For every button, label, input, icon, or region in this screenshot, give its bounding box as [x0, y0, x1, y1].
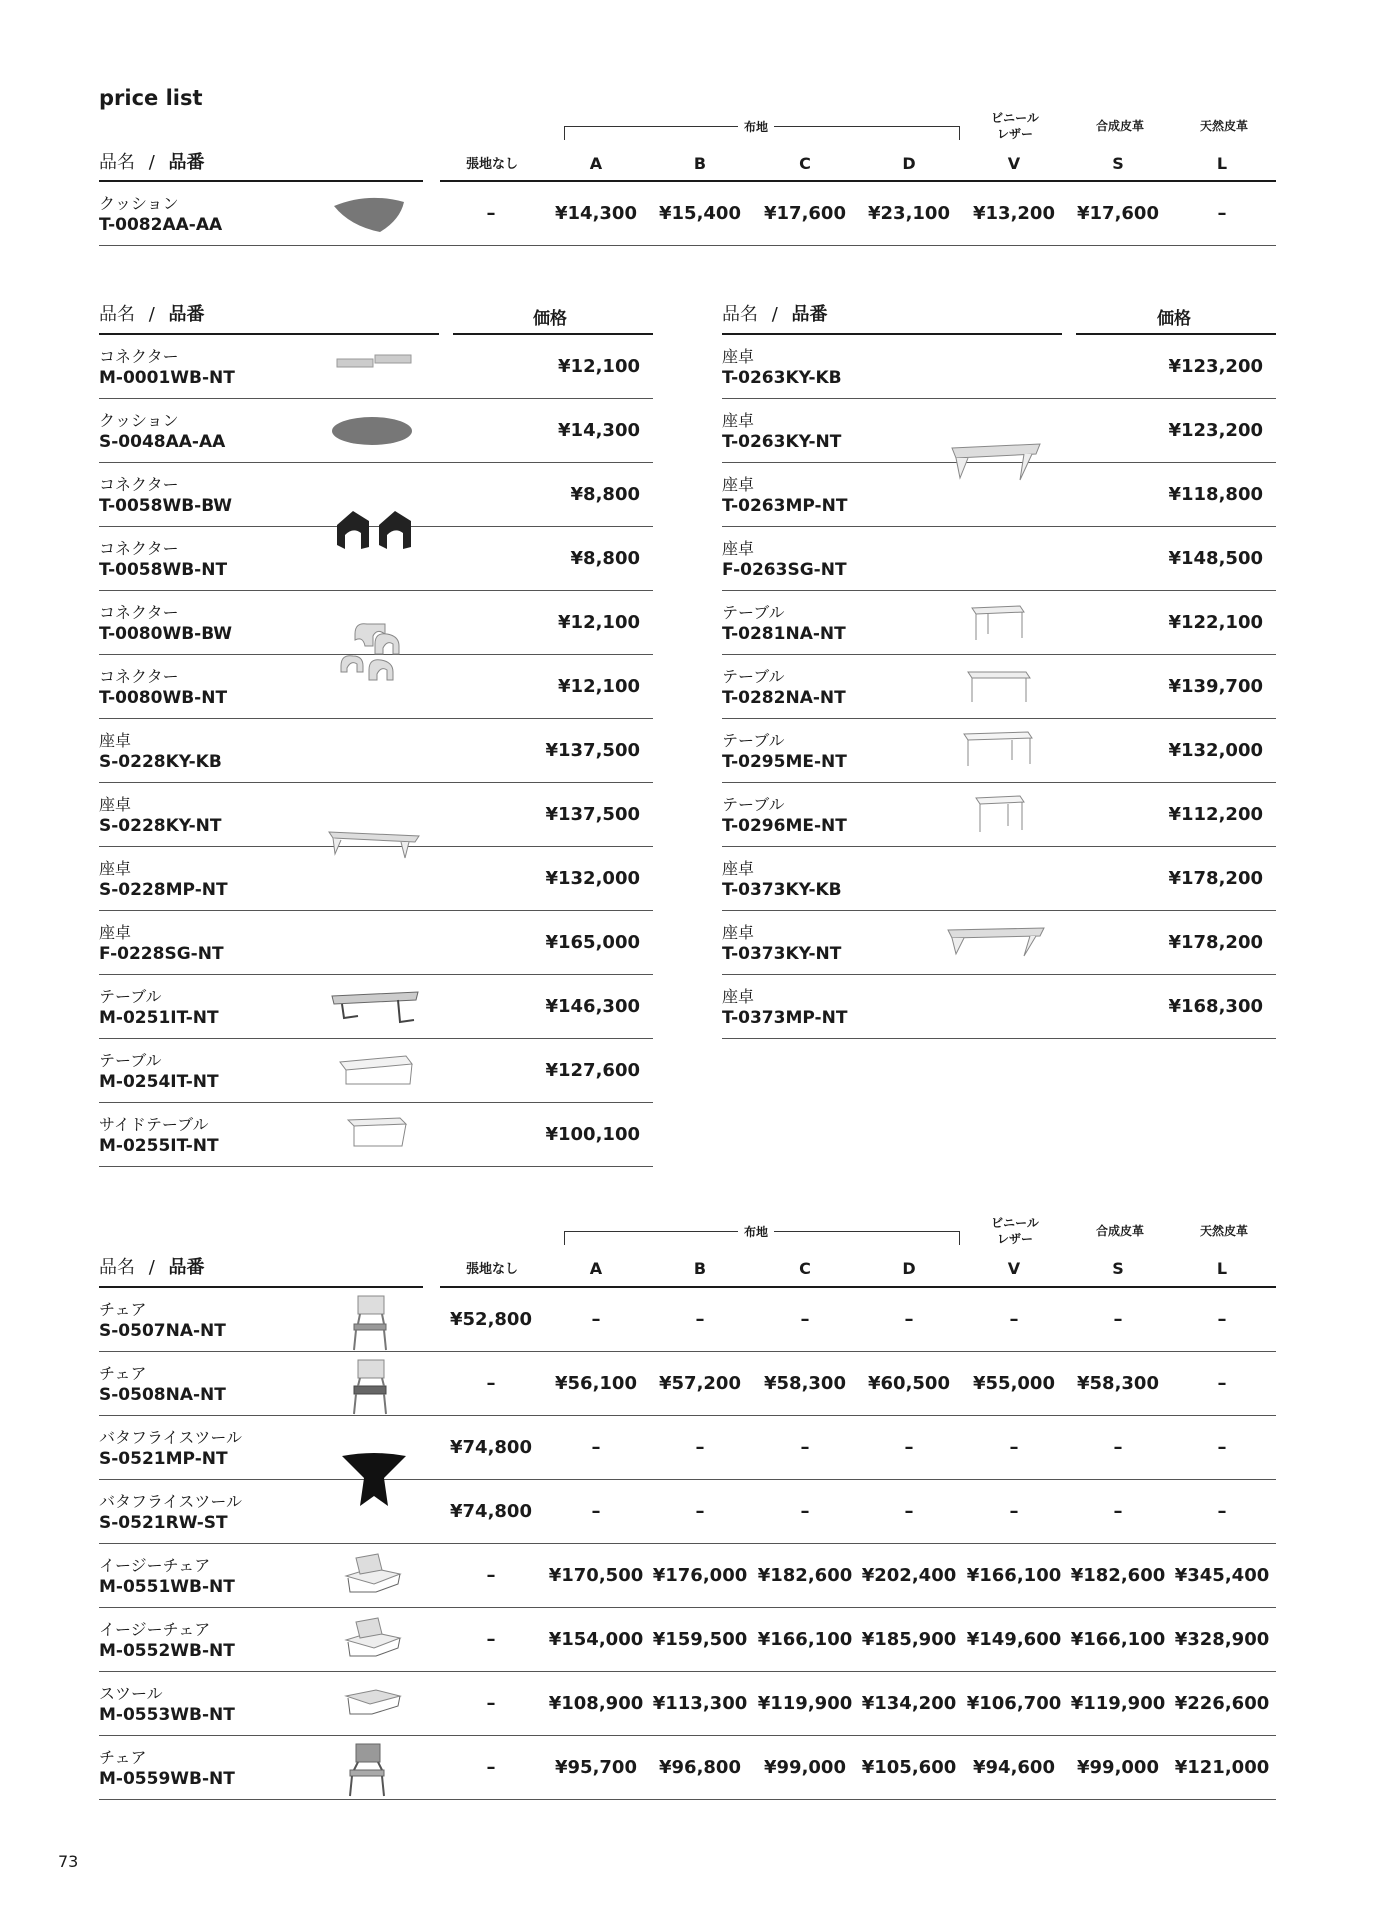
- price-cell: ¥58,300: [764, 1373, 846, 1394]
- product-price: ¥168,300: [1168, 996, 1263, 1017]
- stool-553-thumbnail-icon: [342, 1686, 404, 1720]
- header-rule-left-b: [453, 333, 653, 335]
- row-divider: [99, 1671, 1276, 1672]
- product-code: M-0255IT-NT: [99, 1136, 219, 1156]
- natural-leather-label: 天然皮革: [1199, 119, 1248, 133]
- price-cell: –: [1113, 1501, 1123, 1522]
- dining-table-295-thumbnail-icon: [960, 728, 1036, 772]
- product-name: バタフライスツール: [99, 1492, 243, 1511]
- price-cell: ¥176,000: [652, 1565, 748, 1586]
- price-cell: –: [1217, 1437, 1227, 1458]
- price-header-left: 価格: [533, 309, 567, 329]
- price-cell: –: [904, 1437, 914, 1458]
- price-cell: ¥134,200: [861, 1693, 957, 1714]
- header-code-label: 品番: [168, 1257, 205, 1278]
- easy-chair-552-thumbnail-icon: [342, 1616, 404, 1660]
- product-price: ¥14,300: [558, 420, 640, 441]
- price-cell: –: [486, 1629, 496, 1650]
- column-header-name-code-left: [99, 300, 205, 326]
- product-code: M-0552WB-NT: [99, 1641, 235, 1661]
- price-cell: ¥154,000: [548, 1629, 644, 1650]
- column-header-c: C: [799, 1259, 811, 1278]
- price-cell: –: [486, 1757, 496, 1778]
- product-code: T-0058WB-NT: [99, 560, 228, 580]
- price-cell: –: [591, 1501, 601, 1522]
- row-divider: [99, 462, 653, 463]
- product-price: ¥100,100: [545, 1124, 640, 1145]
- column-header-s: S: [1112, 1259, 1124, 1278]
- product-code: T-0296ME-NT: [722, 816, 847, 836]
- vinyl-leather-label-bottom: [970, 1215, 1060, 1247]
- price-cell: ¥113,300: [652, 1693, 748, 1714]
- price-cell: ¥159,500: [652, 1629, 748, 1650]
- price-cell: –: [591, 1309, 601, 1330]
- cushion-flat-thumbnail-icon: [330, 414, 414, 448]
- row-divider: [722, 782, 1276, 783]
- price-cell: ¥56,100: [555, 1373, 637, 1394]
- price-cell: –: [695, 1309, 705, 1330]
- column-header-name-code-right: [722, 300, 828, 326]
- row-divider: [99, 910, 653, 911]
- price-cell: ¥13,200: [973, 203, 1055, 224]
- zataku-wide-thumbnail-icon: [944, 920, 1050, 960]
- column-header-l: L: [1216, 1259, 1228, 1278]
- row-divider: [722, 910, 1276, 911]
- price-cell: –: [800, 1309, 810, 1330]
- column-header-v: V: [1007, 1259, 1021, 1278]
- product-code: T-0263KY-NT: [722, 432, 842, 452]
- product-price: ¥12,100: [558, 676, 640, 697]
- price-cell: ¥57,200: [659, 1373, 741, 1394]
- price-cell: ¥226,600: [1174, 1693, 1270, 1714]
- product-code: S-0521RW-ST: [99, 1513, 228, 1533]
- header-rule-bottom-left: [99, 1286, 423, 1288]
- product-price: ¥127,600: [545, 1060, 640, 1081]
- header-name-label: 品名: [99, 152, 135, 173]
- product-code: M-0551WB-NT: [99, 1577, 235, 1597]
- price-cell: –: [800, 1501, 810, 1522]
- row-divider: [722, 398, 1276, 399]
- row-divider: [99, 1799, 1276, 1800]
- easy-chair-551-thumbnail-icon: [342, 1552, 404, 1596]
- price-cell: –: [695, 1501, 705, 1522]
- row-divider: [99, 1415, 1276, 1416]
- connector-black-thumbnail-icon: [333, 505, 419, 553]
- product-code: M-0251IT-NT: [99, 1008, 219, 1028]
- product-code: T-0373MP-NT: [722, 1008, 848, 1028]
- low-table-thumbnail-icon: [325, 824, 423, 862]
- row-divider: [722, 526, 1276, 527]
- price-cell: ¥60,500: [868, 1373, 950, 1394]
- price-cell: ¥108,900: [548, 1693, 644, 1714]
- product-price: ¥123,200: [1168, 356, 1263, 377]
- product-code: M-0001WB-NT: [99, 368, 235, 388]
- product-code: S-0507NA-NT: [99, 1321, 226, 1341]
- row-divider: [99, 718, 653, 719]
- price-cell: –: [904, 1501, 914, 1522]
- product-price: ¥178,200: [1168, 932, 1263, 953]
- price-cell: –: [486, 203, 496, 224]
- price-cell: ¥119,900: [757, 1693, 853, 1714]
- price-header-right: 価格: [1157, 309, 1191, 329]
- product-name: 座卓: [722, 539, 755, 558]
- price-cell: ¥185,900: [861, 1629, 957, 1650]
- price-cell: –: [1217, 203, 1227, 224]
- zataku-large-thumbnail-icon: [948, 436, 1044, 486]
- product-price: ¥132,000: [545, 868, 640, 889]
- vinyl-leather-label: [970, 110, 1060, 142]
- product-name: チェア: [99, 1364, 147, 1383]
- header-rule-left: [99, 180, 423, 182]
- header-rule-bottom-right: [440, 1286, 1276, 1288]
- column-header-d: D: [902, 154, 916, 173]
- product-code: S-0228KY-NT: [99, 816, 222, 836]
- product-name: コネクター: [99, 475, 179, 494]
- product-code: M-0254IT-NT: [99, 1072, 219, 1092]
- row-divider: [722, 718, 1276, 719]
- product-price: ¥148,500: [1168, 548, 1263, 569]
- row-divider: [99, 1735, 1276, 1736]
- product-code: T-0082AA-AA: [99, 215, 223, 235]
- price-cell: ¥170,500: [548, 1565, 644, 1586]
- row-divider: [99, 1479, 1276, 1480]
- price-cell: ¥166,100: [757, 1629, 853, 1650]
- product-name: サイドテーブル: [99, 1115, 209, 1134]
- price-cell: ¥55,000: [973, 1373, 1055, 1394]
- no-upholstery-label-bottom: 張地なし: [465, 1262, 518, 1277]
- dining-table-296-thumbnail-icon: [972, 792, 1028, 836]
- product-code: F-0228SG-NT: [99, 944, 224, 964]
- header-slash: /: [148, 304, 155, 325]
- product-code: T-0263MP-NT: [722, 496, 848, 516]
- price-cell: –: [1009, 1437, 1019, 1458]
- product-name: 座卓: [722, 987, 755, 1006]
- row-divider: [722, 974, 1276, 975]
- product-price: ¥122,100: [1168, 612, 1263, 633]
- glass-table-thumbnail-icon: [336, 1052, 416, 1092]
- product-price: ¥118,800: [1168, 484, 1263, 505]
- price-cell: ¥99,000: [1077, 1757, 1159, 1778]
- row-divider: [99, 1607, 1276, 1608]
- cushion-thumbnail-icon: [330, 192, 410, 238]
- product-price: ¥123,200: [1168, 420, 1263, 441]
- product-name: スツール: [99, 1684, 163, 1703]
- price-cell: –: [486, 1565, 496, 1586]
- price-cell: ¥15,400: [659, 203, 741, 224]
- price-cell: –: [1009, 1501, 1019, 1522]
- vinyl-line2: レザー: [996, 127, 1033, 141]
- price-cell: ¥106,700: [966, 1693, 1062, 1714]
- row-divider: [722, 590, 1276, 591]
- price-cell: ¥149,600: [966, 1629, 1062, 1650]
- price-cell: ¥14,300: [555, 203, 637, 224]
- product-price: ¥139,700: [1168, 676, 1263, 697]
- product-price: ¥165,000: [545, 932, 640, 953]
- butterfly-stool-thumbnail-icon: [338, 1448, 410, 1512]
- header-rule-right-b: [1076, 333, 1276, 335]
- product-name: 座卓: [722, 859, 755, 878]
- chair-507-thumbnail-icon: [348, 1294, 392, 1352]
- price-cell: –: [1217, 1373, 1227, 1394]
- price-cell: ¥94,600: [973, 1757, 1055, 1778]
- header-rule-right: [440, 180, 1276, 182]
- price-cell: ¥58,300: [1077, 1373, 1159, 1394]
- product-price: ¥137,500: [545, 740, 640, 761]
- price-cell: ¥182,600: [1070, 1565, 1166, 1586]
- header-name-label: 品名: [722, 304, 758, 325]
- side-table-thumbnail-icon: [344, 1112, 410, 1154]
- product-name: バタフライスツール: [99, 1428, 243, 1447]
- price-cell: ¥74,800: [450, 1437, 532, 1458]
- connector-natural-thumbnail-icon: [335, 614, 411, 698]
- product-name: クッション: [99, 411, 179, 430]
- product-code: M-0553WB-NT: [99, 1705, 235, 1725]
- product-code: T-0295ME-NT: [722, 752, 847, 772]
- header-name-label: 品名: [99, 304, 135, 325]
- product-code: T-0080WB-NT: [99, 688, 228, 708]
- chair-508-thumbnail-icon: [348, 1358, 392, 1416]
- product-code: T-0282NA-NT: [722, 688, 846, 708]
- product-price: ¥112,200: [1168, 804, 1263, 825]
- product-name: テーブル: [99, 1051, 162, 1070]
- price-cell: ¥74,800: [450, 1501, 532, 1522]
- price-cell: ¥17,600: [764, 203, 846, 224]
- column-header-s: S: [1112, 154, 1124, 173]
- dining-table-281-thumbnail-icon: [968, 600, 1028, 644]
- product-code: S-0521MP-NT: [99, 1449, 228, 1469]
- product-price: ¥8,800: [570, 484, 640, 505]
- dining-table-282-thumbnail-icon: [964, 666, 1034, 706]
- row-divider: [99, 245, 1276, 246]
- header-name-label: 品名: [99, 1257, 135, 1278]
- column-header-l: L: [1216, 154, 1228, 173]
- product-code: S-0228MP-NT: [99, 880, 228, 900]
- vinyl-line2: レザー: [996, 1232, 1033, 1246]
- price-cell: ¥17,600: [1077, 203, 1159, 224]
- synthetic-leather-label-bottom: 合成皮革: [1095, 1224, 1144, 1238]
- product-name: 座卓: [99, 923, 132, 942]
- product-name: テーブル: [722, 603, 785, 622]
- price-cell: ¥95,700: [555, 1757, 637, 1778]
- product-code: F-0263SG-NT: [722, 560, 847, 580]
- column-header-a: A: [589, 1259, 603, 1278]
- price-cell: ¥52,800: [450, 1309, 532, 1330]
- product-name: テーブル: [722, 795, 785, 814]
- product-code: S-0048AA-AA: [99, 432, 226, 452]
- row-divider: [722, 1038, 1276, 1039]
- product-name: 座卓: [722, 411, 755, 430]
- product-name: コネクター: [99, 347, 179, 366]
- column-header-a: A: [589, 154, 603, 173]
- product-code: T-0058WB-BW: [99, 496, 233, 516]
- product-name: テーブル: [99, 987, 162, 1006]
- product-name: 座卓: [99, 795, 132, 814]
- product-name: コネクター: [99, 667, 179, 686]
- fabric-group-label: 布地: [738, 118, 774, 135]
- row-divider: [99, 1543, 1276, 1544]
- page-number: 73: [58, 1852, 79, 1871]
- price-cell: –: [1217, 1501, 1227, 1522]
- product-name: イージーチェア: [99, 1620, 211, 1639]
- product-price: ¥137,500: [545, 804, 640, 825]
- price-cell: ¥166,100: [1070, 1629, 1166, 1650]
- column-header-d: D: [902, 1259, 916, 1278]
- row-divider: [99, 398, 653, 399]
- fabric-group-label-bottom: 布地: [738, 1223, 774, 1240]
- chair-559-thumbnail-icon: [344, 1742, 390, 1798]
- product-price: ¥178,200: [1168, 868, 1263, 889]
- synthetic-leather-label: 合成皮革: [1095, 119, 1144, 133]
- price-cell: –: [800, 1437, 810, 1458]
- product-name: 座卓: [722, 923, 755, 942]
- product-name: 座卓: [99, 859, 132, 878]
- price-cell: –: [695, 1437, 705, 1458]
- product-code: T-0373KY-NT: [722, 944, 842, 964]
- steel-table-thumbnail-icon: [328, 988, 422, 1028]
- header-code-label: 品番: [168, 152, 205, 173]
- product-name: チェア: [99, 1748, 147, 1767]
- product-code: S-0508NA-NT: [99, 1385, 226, 1405]
- product-code: T-0281NA-NT: [722, 624, 846, 644]
- price-cell: ¥182,600: [757, 1565, 853, 1586]
- price-cell: –: [1113, 1309, 1123, 1330]
- header-slash: /: [771, 304, 778, 325]
- header-code-label: 品番: [168, 304, 205, 325]
- row-divider: [722, 846, 1276, 847]
- header-code-label: 品番: [791, 304, 828, 325]
- product-price: ¥12,100: [558, 612, 640, 633]
- header-slash: /: [148, 1257, 155, 1278]
- product-code: M-0559WB-NT: [99, 1769, 235, 1789]
- vinyl-line1: ビニール: [991, 111, 1039, 125]
- product-price: ¥12,100: [558, 356, 640, 377]
- row-divider: [99, 974, 653, 975]
- connector-flat-thumbnail-icon: [335, 349, 415, 375]
- product-code: S-0228KY-KB: [99, 752, 222, 772]
- no-upholstery-label: 張地なし: [465, 157, 518, 172]
- price-cell: –: [486, 1693, 496, 1714]
- row-divider: [99, 1038, 653, 1039]
- column-header-b: B: [693, 154, 707, 173]
- column-header-v: V: [1007, 154, 1021, 173]
- vinyl-line1: ビニール: [991, 1216, 1039, 1230]
- price-cell: ¥99,000: [764, 1757, 846, 1778]
- price-cell: ¥202,400: [861, 1565, 957, 1586]
- product-name: イージーチェア: [99, 1556, 211, 1575]
- row-divider: [99, 590, 653, 591]
- column-header-c: C: [799, 154, 811, 173]
- product-price: ¥132,000: [1168, 740, 1263, 761]
- header-slash: /: [148, 152, 155, 173]
- price-cell: –: [1113, 1437, 1123, 1458]
- natural-leather-label-bottom: 天然皮革: [1199, 1224, 1248, 1238]
- header-rule-left-a: [99, 333, 439, 335]
- product-name: 座卓: [99, 731, 132, 750]
- column-header-name-code-bottom: [99, 1253, 205, 1279]
- price-cell: ¥121,000: [1174, 1757, 1270, 1778]
- product-code: T-0080WB-BW: [99, 624, 233, 644]
- row-divider: [722, 654, 1276, 655]
- page-title: price list: [99, 86, 203, 110]
- product-name: テーブル: [722, 731, 785, 750]
- product-price: ¥8,800: [570, 548, 640, 569]
- product-name: クッション: [99, 194, 179, 213]
- product-name: 座卓: [722, 347, 755, 366]
- row-divider: [99, 1166, 653, 1167]
- price-cell: –: [486, 1373, 496, 1394]
- header-rule-right-a: [722, 333, 1062, 335]
- price-cell: ¥328,900: [1174, 1629, 1270, 1650]
- product-code: T-0373KY-KB: [722, 880, 842, 900]
- price-cell: ¥105,600: [861, 1757, 957, 1778]
- price-cell: ¥23,100: [868, 203, 950, 224]
- price-cell: ¥119,900: [1070, 1693, 1166, 1714]
- product-price: ¥146,300: [545, 996, 640, 1017]
- product-name: テーブル: [722, 667, 785, 686]
- price-cell: –: [904, 1309, 914, 1330]
- column-header-name-code: [99, 148, 205, 174]
- price-cell: –: [1009, 1309, 1019, 1330]
- product-name: 座卓: [722, 475, 755, 494]
- product-name: チェア: [99, 1300, 147, 1319]
- price-cell: –: [591, 1437, 601, 1458]
- row-divider: [99, 782, 653, 783]
- row-divider: [99, 1351, 1276, 1352]
- product-code: T-0263KY-KB: [722, 368, 842, 388]
- product-name: コネクター: [99, 539, 179, 558]
- price-cell: –: [1217, 1309, 1227, 1330]
- column-header-b: B: [693, 1259, 707, 1278]
- product-name: コネクター: [99, 603, 179, 622]
- price-cell: ¥166,100: [966, 1565, 1062, 1586]
- price-cell: ¥345,400: [1174, 1565, 1270, 1586]
- price-cell: ¥96,800: [659, 1757, 741, 1778]
- row-divider: [99, 1102, 653, 1103]
